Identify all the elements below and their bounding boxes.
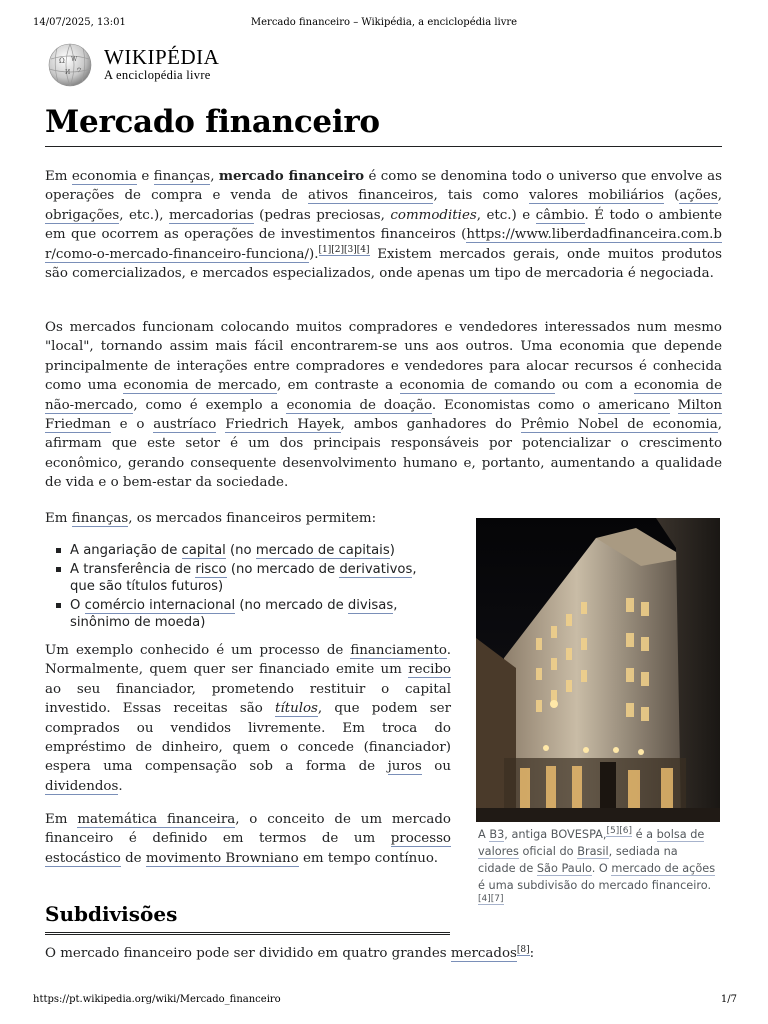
text-run: ou com a [555, 378, 634, 394]
citation-link[interactable]: [4] [478, 894, 491, 905]
paragraph-intro [45, 167, 722, 283]
text-run: . [118, 778, 123, 794]
text-run: , sediada na cidade de [478, 845, 678, 875]
wiki-link[interactable]: recibo [408, 662, 451, 678]
text-run: Um exemplo conhecido é um processo de [45, 643, 351, 658]
citation-link[interactable]: [2] [331, 245, 345, 256]
list-item [70, 542, 440, 559]
text-run: mercado financeiro [218, 168, 365, 184]
wiki-link[interactable]: Friedrich Hayek [225, 417, 341, 433]
text-run: A angariação de [70, 543, 182, 558]
print-header-title: Mercado financeiro – Wikipédia, a enciclopédia livre [250, 17, 518, 28]
wiki-link[interactable]: austríaco [153, 417, 217, 433]
text-run: ( [664, 188, 680, 204]
text-run: , o conceito de um mercado financeiro é definido em termos de um [45, 812, 451, 847]
text-run: Existem mercados gerais, onde muitos produtos são comercializados, e mercados especializados, onde apenas um tipo de mercadoria é negociada. [45, 246, 722, 282]
citation [478, 894, 491, 905]
wiki-link[interactable]: finanças [153, 169, 211, 184]
paragraph-math-finance [45, 810, 451, 868]
wiki-link[interactable]: economia [71, 169, 137, 184]
wiki-link[interactable]: São Paulo [536, 862, 592, 875]
text-run: , os mercados financeiros permitem: [128, 511, 377, 526]
citation [319, 245, 332, 256]
print-footer-url: https://pt.wikipedia.org/wiki/Mercado_financeiro [33, 994, 281, 1005]
citation [491, 894, 504, 905]
text-run: ao seu financiador, prometendo restituir o capital investido. Essas receitas são [45, 681, 451, 717]
wiki-link[interactable]: finanças [71, 511, 129, 526]
citation-link[interactable]: [1] [318, 245, 332, 256]
text-run: (no mercado de [235, 598, 348, 613]
citation [344, 245, 357, 256]
text-run: , como é exemplo a [133, 397, 287, 413]
wiki-link[interactable]: economia de não-mercado [45, 378, 722, 413]
paragraph-subdivisions [45, 944, 722, 963]
text-run: ). [309, 246, 319, 262]
text-run: : [529, 946, 535, 961]
paragraph-financing [45, 641, 451, 796]
finance-functions-list [70, 542, 440, 633]
svg-text:ウ: ウ [76, 67, 83, 74]
text-run: e [136, 169, 154, 184]
text-run: e o [110, 417, 154, 433]
text-run: Em [45, 812, 78, 827]
text-run: (pedras preciosas, [253, 207, 391, 223]
text-run: , [717, 188, 722, 204]
svg-text:Ω: Ω [59, 57, 65, 65]
wiki-link[interactable]: https://www.liberdadfinanceira.com.br/como-o-mercado-financeiro-funciona/ [45, 227, 722, 262]
wiki-link[interactable]: mercados [450, 946, 517, 961]
text-run: A transferência de [70, 562, 196, 577]
text-run: ou [421, 759, 451, 775]
citation [606, 826, 619, 837]
wikipedia-globe-icon[interactable] [45, 43, 95, 87]
text-run: é uma subdivisão do mercado financeiro. [478, 879, 712, 892]
wiki-link[interactable]: mercado de capitais [255, 543, 390, 558]
text-run: . Economistas como o [431, 397, 599, 413]
b3-building-photo[interactable] [476, 518, 720, 822]
wiki-link[interactable]: financiamento [350, 643, 447, 658]
citation [331, 245, 344, 256]
wiki-link[interactable]: risco [195, 562, 227, 577]
citation-link[interactable]: [7] [490, 894, 504, 905]
list-item [70, 561, 440, 595]
wiki-link[interactable]: americano [598, 397, 670, 413]
wiki-link[interactable]: economia de doação [286, 397, 432, 413]
svg-text:W: W [71, 56, 78, 63]
citation [619, 826, 632, 837]
text-run: em tempo contínuo. [298, 850, 438, 866]
text-run: . É todo o ambiente em que ocorrem as operações de investimentos financeiros ( [45, 207, 723, 243]
wiki-link[interactable]: movimento Browniano [145, 850, 299, 866]
wiki-link[interactable]: processo estocástico [45, 831, 451, 866]
wiki-link[interactable]: comércio internacional [84, 598, 236, 613]
wikipedia-wordmark[interactable]: WIKIPÉDIA [104, 45, 220, 69]
wiki-link[interactable]: títulos [275, 701, 318, 717]
wiki-link[interactable]: Brasil [577, 845, 609, 858]
text-run: , em contraste a [276, 378, 400, 394]
wiki-link[interactable]: dividendos [45, 778, 119, 794]
text-run: . O [591, 862, 612, 875]
text-run: commodities [390, 207, 477, 223]
wiki-link[interactable]: matemática financeira [77, 812, 236, 827]
list-item [70, 597, 440, 631]
wiki-link[interactable]: bolsa de valores [478, 828, 705, 858]
text-run: (no mercado de [226, 562, 340, 577]
citation-link[interactable]: [8] [516, 944, 530, 955]
wikipedia-tagline: A enciclopédia livre [104, 68, 211, 82]
citation [517, 945, 530, 956]
text-run [670, 398, 678, 413]
text-run: (no [225, 543, 256, 558]
wiki-link[interactable]: valores mobiliários [529, 188, 665, 204]
wiki-link[interactable]: Prêmio Nobel de economia [520, 417, 718, 433]
wiki-link[interactable]: economia de comando [399, 378, 556, 394]
wiki-link[interactable]: ações [679, 188, 718, 204]
page-title: Mercado financeiro [45, 104, 722, 147]
text-run [216, 417, 225, 432]
wiki-link[interactable]: divisas [347, 598, 394, 613]
wiki-link[interactable]: Milton Friedman [45, 397, 722, 433]
text-run: A [478, 828, 490, 841]
text-run: Os mercados funcionam colocando muitos compradores e vendedores interessados num mesmo "local", tornando assim mais fácil encontrarem-se uns aos outros. Uma economia que depende principalmente de interações entre compradores e vendedores para alocar recursos é conhecida como uma [45, 320, 722, 394]
print-header-datetime: 14/07/2025, 13:01 [33, 17, 126, 28]
wiki-link[interactable]: derivativos [339, 562, 413, 577]
text-run: , sinônimo de moeda) [70, 598, 398, 630]
wiki-link[interactable]: juros [387, 759, 422, 775]
text-run: , etc.), [119, 207, 169, 223]
citation-link[interactable]: [5] [606, 826, 620, 837]
text-run: O mercado financeiro pode ser dividido em quatro grandes [45, 946, 451, 961]
text-run: , etc.) e [476, 207, 536, 223]
citation [357, 245, 370, 256]
section-heading-subdivisoes: Subdivisões [45, 902, 450, 935]
citation-link[interactable]: [4] [356, 245, 370, 256]
wiki-link[interactable]: economia de mercado [123, 378, 277, 394]
wiki-link[interactable]: obrigações [45, 207, 120, 223]
text-run: Em [45, 511, 72, 526]
text-run: de [120, 850, 146, 866]
citation-link[interactable]: [6] [619, 826, 632, 837]
text-run: é como se denomina todo o universo que envolve as operações de compra e venda de [45, 169, 722, 204]
text-run: Em [45, 169, 72, 184]
paragraph-markets [45, 318, 722, 493]
text-run: , que são títulos futuros) [70, 562, 417, 594]
text-run: , tais como [433, 188, 529, 204]
wiki-link[interactable]: câmbio [535, 207, 585, 223]
text-run: O [70, 598, 85, 613]
citation-link[interactable]: [3] [344, 245, 357, 256]
wiki-link[interactable]: B3 [489, 828, 505, 841]
photo-caption [478, 826, 718, 911]
text-run: oficial do [518, 845, 578, 858]
text-run: , [210, 169, 219, 184]
text-run: é a [631, 828, 657, 841]
text-run: , afirmam que este setor é um dos principais responsáveis por potencializar o crescimento econômico, gerando consequente desenvolvimento humano e, portanto, aumentando a qualidade de vida e o bem-estar da sociedade. [45, 417, 722, 491]
svg-text:И: И [65, 69, 71, 76]
text-run: , antiga BOVESPA, [504, 828, 607, 841]
wiki-link[interactable]: capital [181, 543, 226, 558]
text-run: , que podem ser comprados ou vendidos livremente. Em troca do empréstimo de dinheiro, quem o concede (financiador) espera uma compensação sob a forma de [45, 701, 451, 775]
text-run: , ambos ganhadores do [340, 417, 521, 433]
wiki-link[interactable]: ativos financeiros [307, 188, 434, 204]
print-footer-page: 1/7 [720, 994, 737, 1005]
wiki-link[interactable]: mercadorias [169, 207, 254, 223]
text-run: ) [389, 543, 395, 558]
wiki-link[interactable]: mercado de ações [611, 862, 716, 875]
text-run: . Normalmente, quem quer ser financiado emite um [45, 643, 451, 678]
